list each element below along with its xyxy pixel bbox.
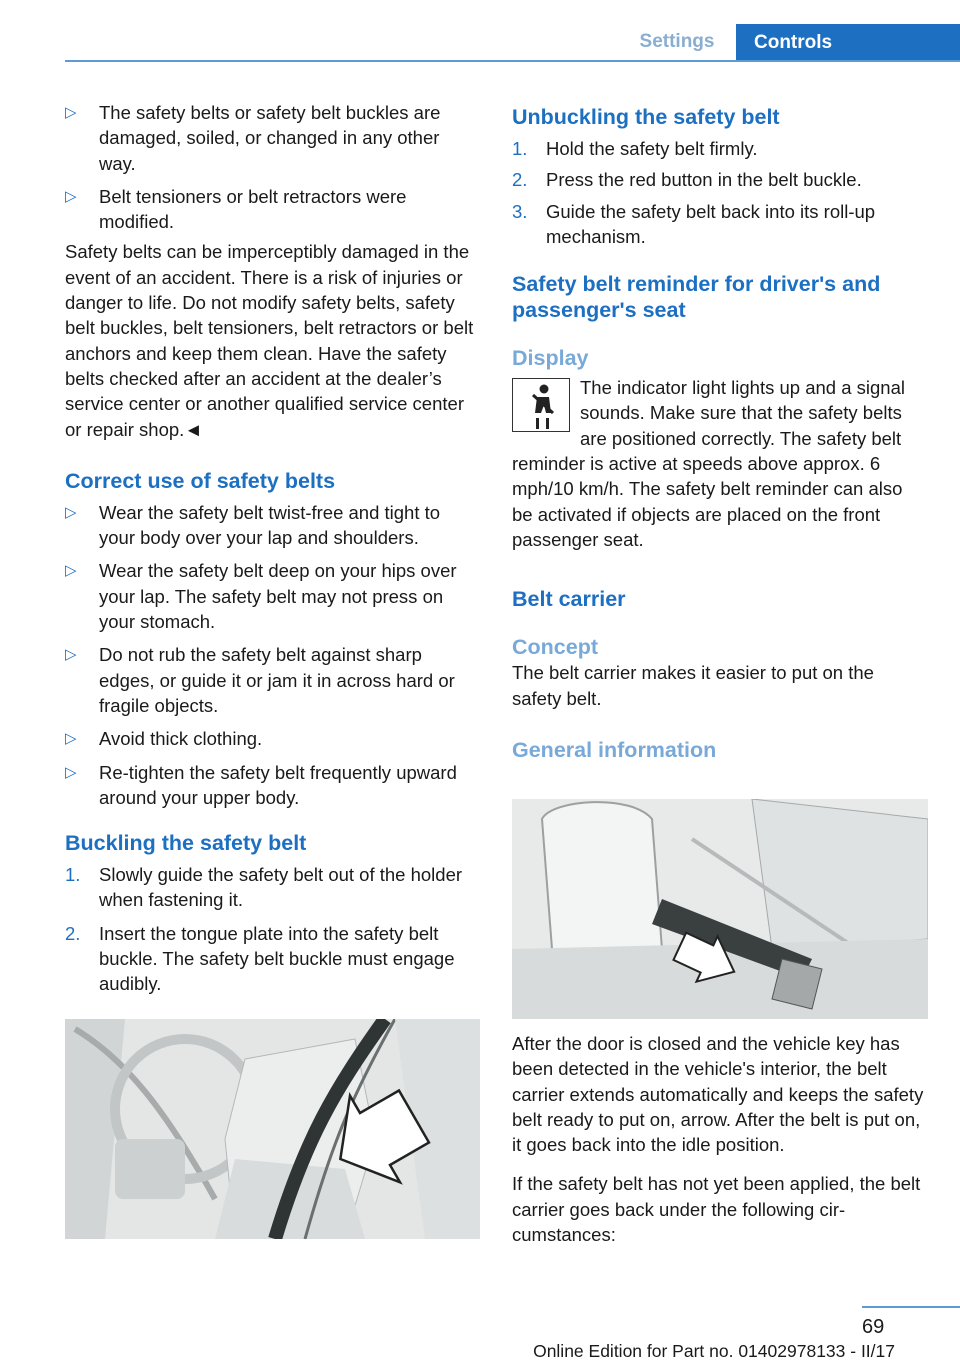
list-item: ▷ Do not rub the safety belt against sharp edges, or guide it or jam it in across hard or fragile objects. bbox=[65, 644, 455, 716]
list-item: ▷ Wear the safety belt twist-free and tight to your body over your lap and shoulders. bbox=[65, 501, 441, 549]
edition-footer: Online Edition for Part no. 01402978133 - II/17 bbox=[533, 1341, 895, 1361]
header-rule bbox=[65, 60, 960, 62]
concept-heading: Concept bbox=[512, 635, 598, 660]
triangle-right-icon: ▷ bbox=[65, 562, 77, 580]
correct-use-heading: Correct use of safety belts bbox=[65, 468, 336, 493]
general-text-2: If the safety belt has not yet been applied, the belt carrier goes back under the following circumstances: bbox=[512, 1173, 921, 1246]
display-heading: Display bbox=[512, 346, 589, 371]
belt-carrier-figure bbox=[512, 799, 928, 1019]
list-item: ▷ Re-tighten the safety belt frequently upward around your upper body. bbox=[65, 761, 457, 808]
reminder-heading: Safety belt reminder for driver's and passenger's seat bbox=[512, 272, 881, 323]
right-column bbox=[512, 104, 928, 763]
concept-text: The belt carrier makes it easier to put on the safety belt. bbox=[512, 662, 874, 709]
tab-settings[interactable]: Settings bbox=[639, 31, 715, 52]
unbuckling-heading: Unbuckling the safety belt bbox=[512, 105, 780, 129]
warning-text: Safety belts can be imperceptibly damaged in the event of an accident. There is a risk of injuries or danger to life. Do not modify safety belts, safety belt buckles, belt tensioners, belt retractors or belt anchors and keep them clean. Have the safety belts checked after an accident at the dealer’s service center or another qualified service center or repair shop.◄ bbox=[65, 241, 474, 440]
right-column-lower bbox=[512, 1031, 928, 1247]
triangle-right-icon: ▷ bbox=[65, 187, 77, 205]
triangle-right-icon: ▷ bbox=[65, 104, 77, 121]
seatbelt-reminder-icon bbox=[512, 378, 570, 432]
page-number: 69 bbox=[862, 1316, 885, 1338]
belt-carrier-heading: Belt carrier bbox=[512, 587, 626, 612]
list-item: 1. Slowly guide the safety belt out of the holder when fastening it. bbox=[65, 864, 463, 911]
list-item: 3. Guide the safety belt back into its roll-up mechanism. bbox=[512, 200, 876, 247]
list-item: 1. Hold the safety belt firmly. bbox=[512, 138, 758, 159]
general-text-1: After the door is closed and the vehicle key has been detected in the vehicle's interior, the belt carrier extends automatically and keeps the safety belt ready to put on, arrow. After the belt is put on, it goes back into the idle position. bbox=[512, 1033, 924, 1156]
list-item: 2. Insert the tongue plate into the safety belt buckle. The safety belt buckle must engage audibly. bbox=[65, 922, 455, 995]
list-item: ▷ The safety belts or safety belt buckles are damaged, soiled, or changed in any other way. bbox=[65, 102, 441, 174]
left-column bbox=[65, 100, 481, 1005]
list-item: 2. Press the red button in the belt buckle. bbox=[512, 169, 862, 191]
list-item: ▷ Wear the safety belt deep on your hips over your lap. The safety belt may not press on your stomach. bbox=[65, 560, 457, 633]
footer-rule bbox=[862, 1306, 960, 1308]
list-item: ▷ Belt tensioners or belt retractors were modified. bbox=[65, 185, 407, 233]
general-heading: General information bbox=[512, 737, 717, 762]
buckling-heading: Buckling the safety belt bbox=[65, 831, 307, 856]
triangle-right-icon: ▷ bbox=[65, 763, 77, 781]
tab-controls[interactable]: Controls bbox=[736, 24, 960, 62]
seat-belt-figure bbox=[65, 1019, 480, 1239]
triangle-right-icon: ▷ bbox=[65, 646, 77, 664]
triangle-right-icon: ▷ bbox=[65, 730, 77, 748]
triangle-right-icon: ▷ bbox=[65, 503, 77, 521]
display-section: The indicator light lights up and a signal sounds. Make sure that the safety belts are positioned correctly. The safety belt reminder is active at speeds above approx. 6 mph/10 km/h. The safety belt reminder can also be activated if objects are placed on the front passenger seat. bbox=[512, 377, 905, 550]
list-item: ▷ Avoid thick clothing. bbox=[65, 726, 481, 751]
